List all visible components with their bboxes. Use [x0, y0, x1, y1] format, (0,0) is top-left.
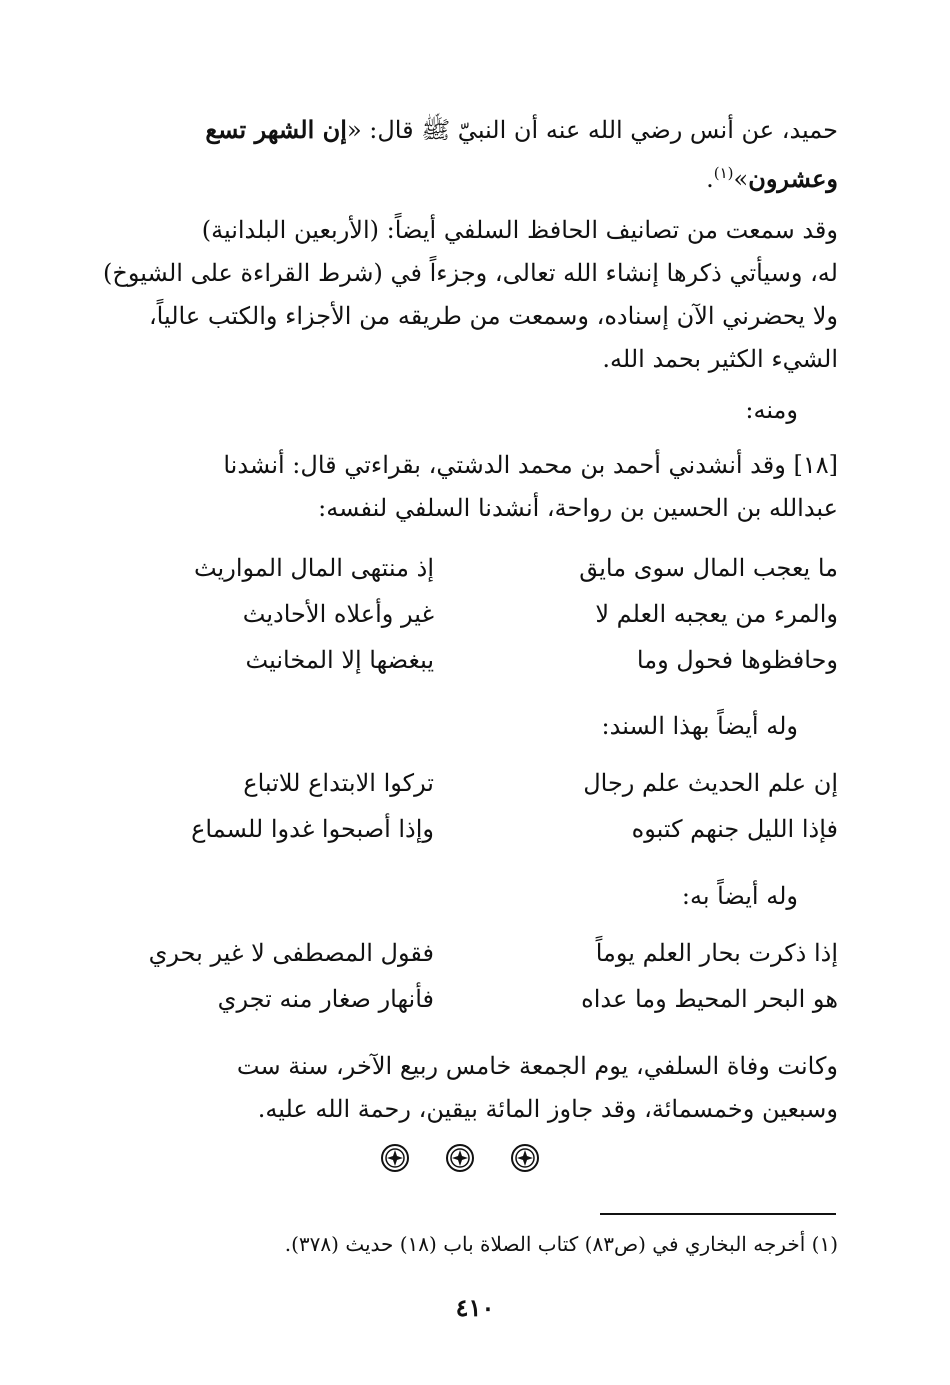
- verse-first-half: فإذا الليل جنهم كتبوه: [631, 815, 838, 843]
- hadith-paragraph: [84, 108, 838, 201]
- section-heading-minhu: ومنه:: [745, 396, 798, 424]
- section-heading-3: وله أيضاً به:: [681, 882, 798, 910]
- poem-verse: [84, 760, 838, 806]
- poem-verse: [84, 930, 838, 976]
- verse-second-half: وإذا أصبحوا غدوا للسماع: [191, 815, 434, 843]
- verse-first-half: إذا ذكرت بحار العلم يوماً: [595, 939, 838, 967]
- chain-paragraph: [84, 444, 838, 530]
- floral-ornament-icon: [510, 1143, 540, 1173]
- hadith-line-1: حميد، عن أنس رضي الله عنه أن النبيّ ﷺ قال: «إن الشهر تسع: [205, 115, 838, 144]
- text-line: ولا يحضرني الآن إسناده، وسمعت من طريقه من الأجزاء والكتب عالياً،: [148, 302, 838, 330]
- poem-verse: [84, 637, 838, 683]
- verse-first-half: وحافظوها فحول وما: [636, 646, 838, 674]
- death-paragraph: [84, 1045, 838, 1131]
- section-divider: [380, 1140, 540, 1176]
- floral-ornament-icon: [380, 1143, 410, 1173]
- section-heading-2: وله أيضاً بهذا السند:: [601, 712, 798, 740]
- verse-first-half: إن علم الحديث علم رجال: [583, 769, 838, 797]
- text-line: له، وسيأتي ذكرها إنشاء الله تعالى، وجزءاً في (شرط القراءة على الشيوخ): [103, 259, 838, 287]
- footnote-marker[interactable]: (١): [713, 164, 734, 182]
- verse-second-half: تركوا الابتداع للاتباع: [243, 769, 434, 797]
- footnote-divider: [600, 1213, 836, 1215]
- hadith-line-2: وعشرون»$^{(١)}$.: [706, 164, 838, 193]
- verse-second-half: فقول المصطفى لا غير بحري: [148, 939, 434, 967]
- verse-second-half: يبغضها إلا المخانيث: [245, 646, 434, 674]
- poem-verse: [84, 591, 838, 637]
- text-line: وقد سمعت من تصانيف الحافظ السلفي أيضاً: (الأربعين البلدانية): [201, 216, 838, 244]
- text-line: وسبعين وخمسمائة، وقد جاوز المائة بيقين، رحمة الله عليه.: [257, 1095, 838, 1123]
- text-line: [١٨] وقد أنشدني أحمد بن محمد الدشتي، بقراءتي قال: أنشدنا: [223, 451, 838, 479]
- verse-first-half: والمرء من يعجبه العلم لا: [595, 600, 838, 628]
- hadith-quote-bold: إن الشهر تسع: [205, 115, 347, 144]
- verse-second-half: فأنهار صغار منه تجري: [217, 985, 434, 1013]
- poem-verse: [84, 976, 838, 1022]
- verse-second-half: إذ منتهى المال المواريث: [193, 554, 434, 582]
- hadith-quote-bold-2: وعشرون: [748, 164, 838, 193]
- writings-paragraph: [84, 209, 838, 381]
- poem-verse: [84, 806, 838, 852]
- poem-verse: [84, 545, 838, 591]
- verse-second-half: غير وأعلاه الأحاديث: [242, 600, 434, 628]
- floral-ornament-icon: [445, 1143, 475, 1173]
- page-number: ٤١٠: [455, 1293, 495, 1322]
- text-line: عبدالله بن الحسين بن رواحة، أنشدنا السلفي لنفسه:: [318, 494, 838, 522]
- verse-first-half: ما يعجب المال سوى مايق: [579, 554, 838, 582]
- text-line: الشيء الكثير بحمد الله.: [602, 345, 838, 373]
- verse-first-half: هو البحر المحيط وما عداه: [581, 985, 838, 1013]
- footnote: (١) أخرجه البخاري في (ص٨٣) كتاب الصلاة باب (١٨) حديث (٣٧٨).: [284, 1232, 838, 1256]
- text-line: وكانت وفاة السلفي، يوم الجمعة خامس ربيع الآخر، سنة ست: [236, 1052, 838, 1080]
